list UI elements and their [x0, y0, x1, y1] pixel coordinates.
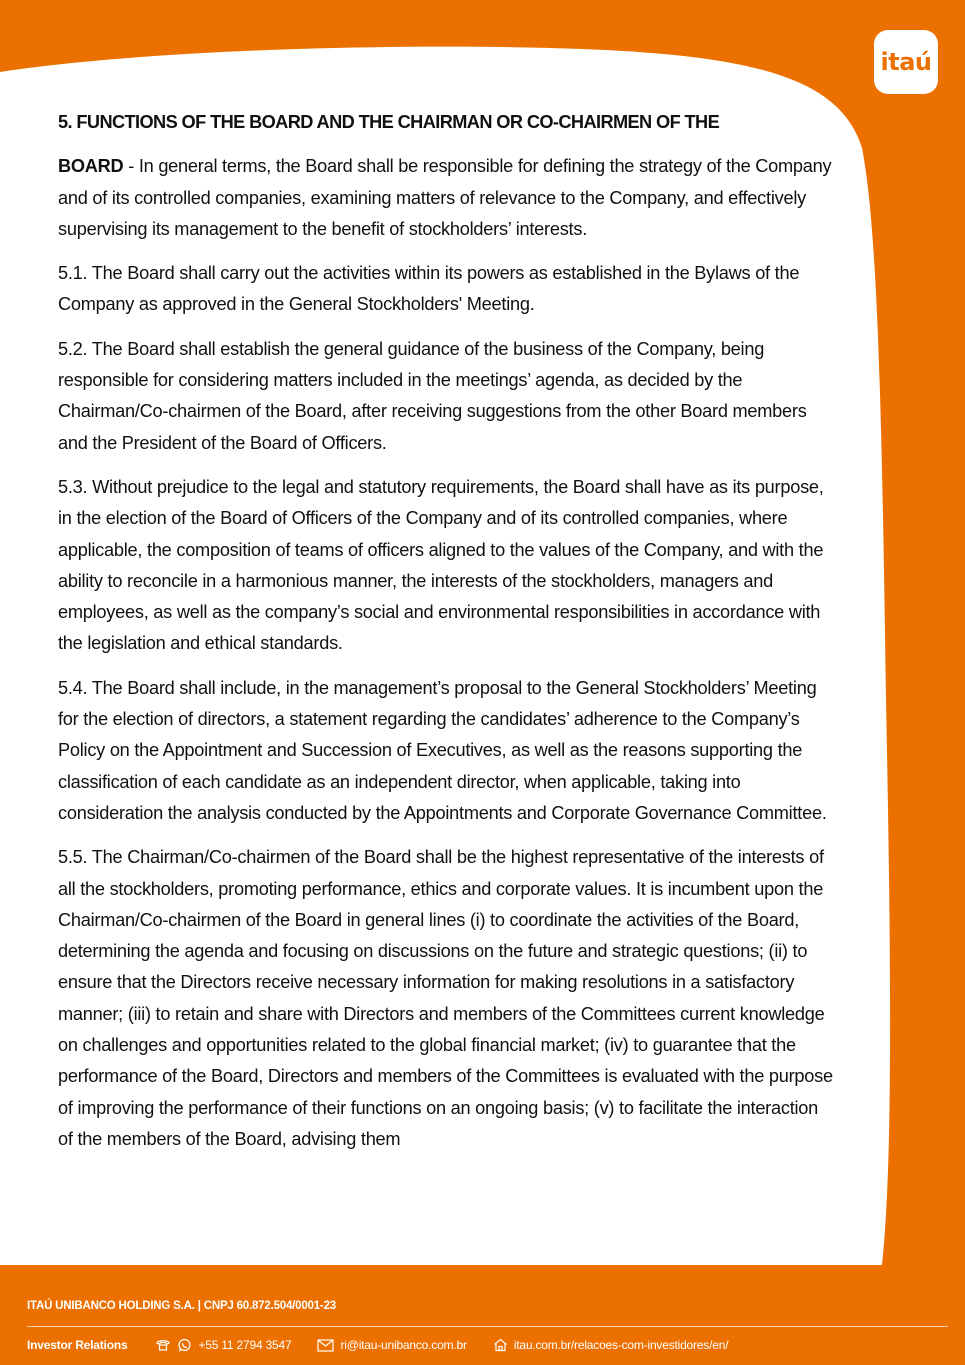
document-body — [58, 107, 833, 1168]
intro-text: - In general terms, the Board shall be responsible for defining the strategy of the Company and of its controlled companies, examining matters of relevance to the Company, and effectively supervising its management to the benefit of stockholders’ interests. — [58, 156, 832, 239]
contact-row — [27, 1334, 754, 1356]
website-contact[interactable] — [493, 1338, 729, 1352]
email-address: ri@itau-unibanco.com.br — [340, 1338, 467, 1352]
phone-contact[interactable] — [155, 1338, 291, 1353]
page-footer — [0, 1290, 965, 1365]
whatsapp-icon — [177, 1338, 192, 1353]
email-contact[interactable] — [317, 1338, 466, 1352]
section-5-4: 5.4. The Board shall include, in the management’s proposal to the General Stockholders’ Meeting for the election of directors, a statement regarding the candidates’ adherence to the Company’s Policy on the Appointment and Succession of Executives, as well as the reasons supporting the classification of each candidate as an independent director, when applicable, taking into consideration the analysis conducted by the Appointments and Corporate Governance Committee. — [58, 677, 827, 823]
home-icon — [493, 1338, 508, 1352]
section-5-5: 5.5. The Chairman/Co-chairmen of the Board shall be the highest representative of the interests of all the stockholders, promoting performance, ethics and corporate values. It is incumbent upon the Chairman/Co-chairmen of the Board in general lines (i) to coordinate the activities of the Board, determining the agenda and focusing on discussions on the future and strategic questions; (ii) to ensure that the Directors receive necessary information for making resolutions in a satisfactory manner; (iii) to retain and share with Directors and members of the Committees current knowledge on challenges and opportunities related to the global financial market; (iv) to guarantee that the performance of the Board, Directors and members of the Committees is evaluated with the purpose of improving the performance of their functions on an ongoing basis; (v) to facilitate the interaction of the members of the Board, advising them — [58, 847, 833, 1149]
section-5-1: 5.1. The Board shall carry out the activities within its powers as established in the Bylaws of the Company as approved in the General Stockholders' Meeting. — [58, 263, 800, 315]
itau-logo — [874, 30, 938, 94]
company-registration: ITAÚ UNIBANCO HOLDING S.A. | CNPJ 60.872.504/0001-23 — [27, 1300, 336, 1312]
section-5-2: 5.2. The Board shall establish the general guidance of the business of the Company, being responsible for considering matters included in the meetings’ agenda, as decided by the Chairman/Co-chairmen of the Board, after receiving suggestions from the other Board members and the President of the Board of Officers. — [58, 338, 807, 453]
logo-text: itaú — [880, 48, 932, 76]
website-url: itau.com.br/relacoes-com-investidores/en/ — [513, 1338, 729, 1352]
intro-paragraph — [58, 151, 833, 245]
investor-relations-label: Investor Relations — [27, 1338, 128, 1352]
mail-icon — [317, 1339, 334, 1352]
footer-divider — [27, 1326, 948, 1327]
section-heading: 5. FUNCTIONS OF THE BOARD AND THE CHAIRMAN OR CO-CHAIRMEN OF THE — [58, 112, 720, 132]
phone-icon — [155, 1338, 171, 1352]
phone-number: +55 11 2794 3547 — [198, 1338, 292, 1352]
section-5-3: 5.3. Without prejudice to the legal and statutory requirements, the Board shall have as its purpose, in the election of the Board of Officers of the Company and of its controlled companies, where applicable, the composition of teams of officers aligned to the values of the Company, and with the ability to reconcile in a harmonious manner, the interests of the stockholders, managers and employees, as well as the company’s social and environmental responsibilities in accordance with the legislation and ethical standards. — [58, 476, 824, 654]
heading-continuation: BOARD — [58, 156, 124, 177]
